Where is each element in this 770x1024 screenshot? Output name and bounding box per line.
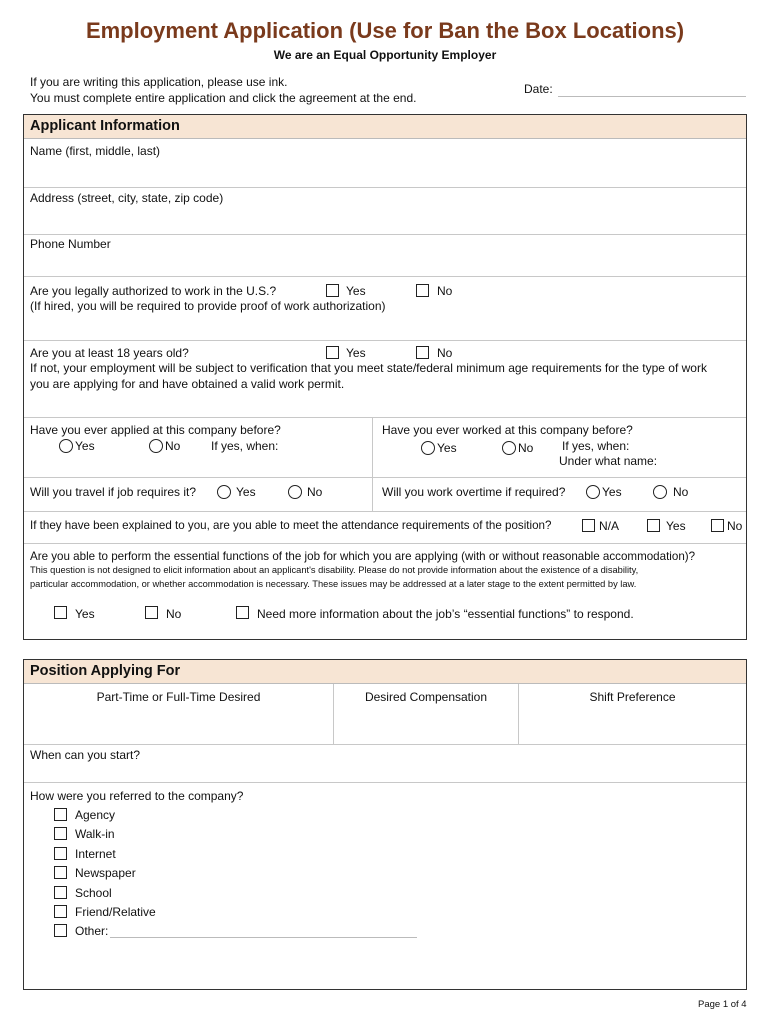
divider — [24, 543, 746, 544]
essential-note-line-2: particular accommodation, or whether accommodation is necessary. These issues may be addressed at a later stage to the extent permitted by law. — [30, 579, 637, 589]
authorized-note: (If hired, you will be required to provide proof of work authorization) — [30, 299, 386, 313]
attendance-no-label: No — [727, 519, 743, 533]
compensation-field[interactable] — [336, 706, 516, 742]
essential-yes-checkbox[interactable] — [54, 606, 67, 619]
worked-name-label: Under what name: — [559, 454, 658, 468]
referral-walk-in-checkbox[interactable] — [54, 827, 67, 840]
attendance-na-label: N/A — [599, 519, 620, 533]
divider — [24, 744, 746, 745]
referral-newspaper-checkbox[interactable] — [54, 866, 67, 879]
age-note-line-1: If not, your employment will be subject to verification that you meet state/federal minimum age requirements for the type of work — [30, 361, 707, 375]
travel-question: Will you travel if job requires it? — [30, 485, 197, 499]
name-field[interactable] — [25, 158, 745, 186]
applied-no-radio[interactable] — [149, 439, 163, 453]
overtime-question: Will you work overtime if required? — [382, 485, 566, 499]
page-number: Page 1 of 4 — [698, 999, 747, 1010]
referral-other-field[interactable] — [110, 937, 417, 938]
essential-need-more-checkbox[interactable] — [236, 606, 249, 619]
applied-when-label: If yes, when: — [211, 439, 279, 453]
applied-yes-label: Yes — [75, 439, 95, 453]
overtime-yes-radio[interactable] — [586, 485, 600, 499]
employment-type-label: Part-Time or Full-Time Desired — [96, 690, 261, 704]
form-subtitle: We are an Equal Opportunity Employer — [273, 48, 497, 62]
authorized-yes-checkbox[interactable] — [326, 284, 339, 297]
age-no-checkbox[interactable] — [416, 346, 429, 359]
instruction-agreement: You must complete entire application and click the agreement at the end. — [30, 91, 417, 105]
essential-note-line-1: This question is not designed to elicit information about an applicant's disability. Please do not provide information about the existence of a disability, — [30, 565, 639, 575]
referral-walk-in-label: Walk-in — [75, 827, 115, 841]
phone-label: Phone Number — [30, 237, 111, 251]
applied-no-label: No — [165, 439, 181, 453]
start-date-field[interactable] — [25, 762, 745, 780]
instruction-ink: If you are writing this application, please use ink. — [30, 75, 288, 89]
divider — [24, 477, 746, 478]
date-field[interactable] — [558, 96, 746, 97]
divider — [24, 276, 746, 277]
attendance-na-checkbox[interactable] — [582, 519, 595, 532]
age-no-label: No — [437, 346, 453, 360]
address-field[interactable] — [25, 205, 745, 233]
attendance-yes-checkbox[interactable] — [647, 519, 660, 532]
overtime-yes-label: Yes — [602, 485, 622, 499]
authorized-no-label: No — [437, 284, 453, 298]
essential-no-checkbox[interactable] — [145, 606, 158, 619]
shift-preference-field[interactable] — [521, 706, 744, 742]
authorized-yes-label: Yes — [346, 284, 366, 298]
name-label: Name (first, middle, last) — [30, 144, 161, 158]
column-divider — [372, 417, 373, 477]
attendance-question: If they have been explained to you, are you able to meet the attendance requirements of the position? — [30, 519, 552, 532]
age-question: Are you at least 18 years old? — [30, 346, 189, 360]
shift-preference-label: Shift Preference — [589, 690, 676, 704]
divider — [24, 417, 746, 418]
worked-when-label: If yes, when: — [562, 439, 630, 453]
applicant-heading: Applicant Information — [24, 115, 746, 139]
divider — [24, 187, 746, 188]
employment-type-field[interactable] — [26, 706, 331, 742]
divider — [24, 782, 746, 783]
worked-yes-label: Yes — [437, 441, 457, 455]
referral-question: How were you referred to the company? — [30, 789, 244, 803]
authorized-question: Are you legally authorized to work in the U.S.? — [30, 284, 277, 298]
referral-internet-checkbox[interactable] — [54, 847, 67, 860]
worked-no-radio[interactable] — [502, 441, 516, 455]
age-yes-label: Yes — [346, 346, 366, 360]
column-divider — [372, 477, 373, 511]
referral-internet-label: Internet — [75, 847, 116, 861]
travel-yes-radio[interactable] — [217, 485, 231, 499]
divider — [24, 511, 746, 512]
essential-no-label: No — [166, 607, 182, 621]
referral-agency-label: Agency — [75, 808, 116, 822]
referral-other-label: Other: — [75, 924, 109, 938]
age-yes-checkbox[interactable] — [326, 346, 339, 359]
referral-other-checkbox[interactable] — [54, 924, 67, 937]
authorized-no-checkbox[interactable] — [416, 284, 429, 297]
travel-no-radio[interactable] — [288, 485, 302, 499]
applied-question: Have you ever applied at this company before? — [30, 423, 281, 437]
applied-yes-radio[interactable] — [59, 439, 73, 453]
travel-no-label: No — [307, 485, 323, 499]
compensation-label: Desired Compensation — [364, 690, 488, 704]
essential-need-more-label: Need more information about the job’s “essential functions” to respond. — [257, 607, 634, 621]
referral-friend-label: Friend/Relative — [75, 905, 156, 919]
phone-field[interactable] — [25, 251, 745, 275]
address-label: Address (street, city, state, zip code) — [30, 191, 224, 205]
divider — [24, 340, 746, 341]
essential-question: Are you able to perform the essential functions of the job for which you are applying (with or without reasonable accommodation)? — [30, 550, 696, 563]
referral-agency-checkbox[interactable] — [54, 808, 67, 821]
attendance-no-checkbox[interactable] — [711, 519, 724, 532]
worked-no-label: No — [518, 441, 534, 455]
overtime-no-label: No — [673, 485, 689, 499]
age-note-line-2: you are applying for and have obtained a valid work permit. — [30, 377, 345, 391]
start-date-label: When can you start? — [30, 748, 141, 762]
position-heading: Position Applying For — [24, 660, 746, 684]
referral-school-checkbox[interactable] — [54, 886, 67, 899]
date-label: Date: — [524, 82, 553, 96]
overtime-no-radio[interactable] — [653, 485, 667, 499]
referral-school-label: School — [75, 886, 112, 900]
attendance-yes-label: Yes — [666, 519, 686, 533]
essential-yes-label: Yes — [75, 607, 95, 621]
form-title: Employment Application (Use for Ban the Box Locations) — [85, 18, 685, 43]
worked-question: Have you ever worked at this company before? — [382, 423, 633, 437]
divider — [24, 234, 746, 235]
travel-yes-label: Yes — [236, 485, 256, 499]
referral-friend-checkbox[interactable] — [54, 905, 67, 918]
worked-yes-radio[interactable] — [421, 441, 435, 455]
referral-newspaper-label: Newspaper — [75, 866, 136, 880]
